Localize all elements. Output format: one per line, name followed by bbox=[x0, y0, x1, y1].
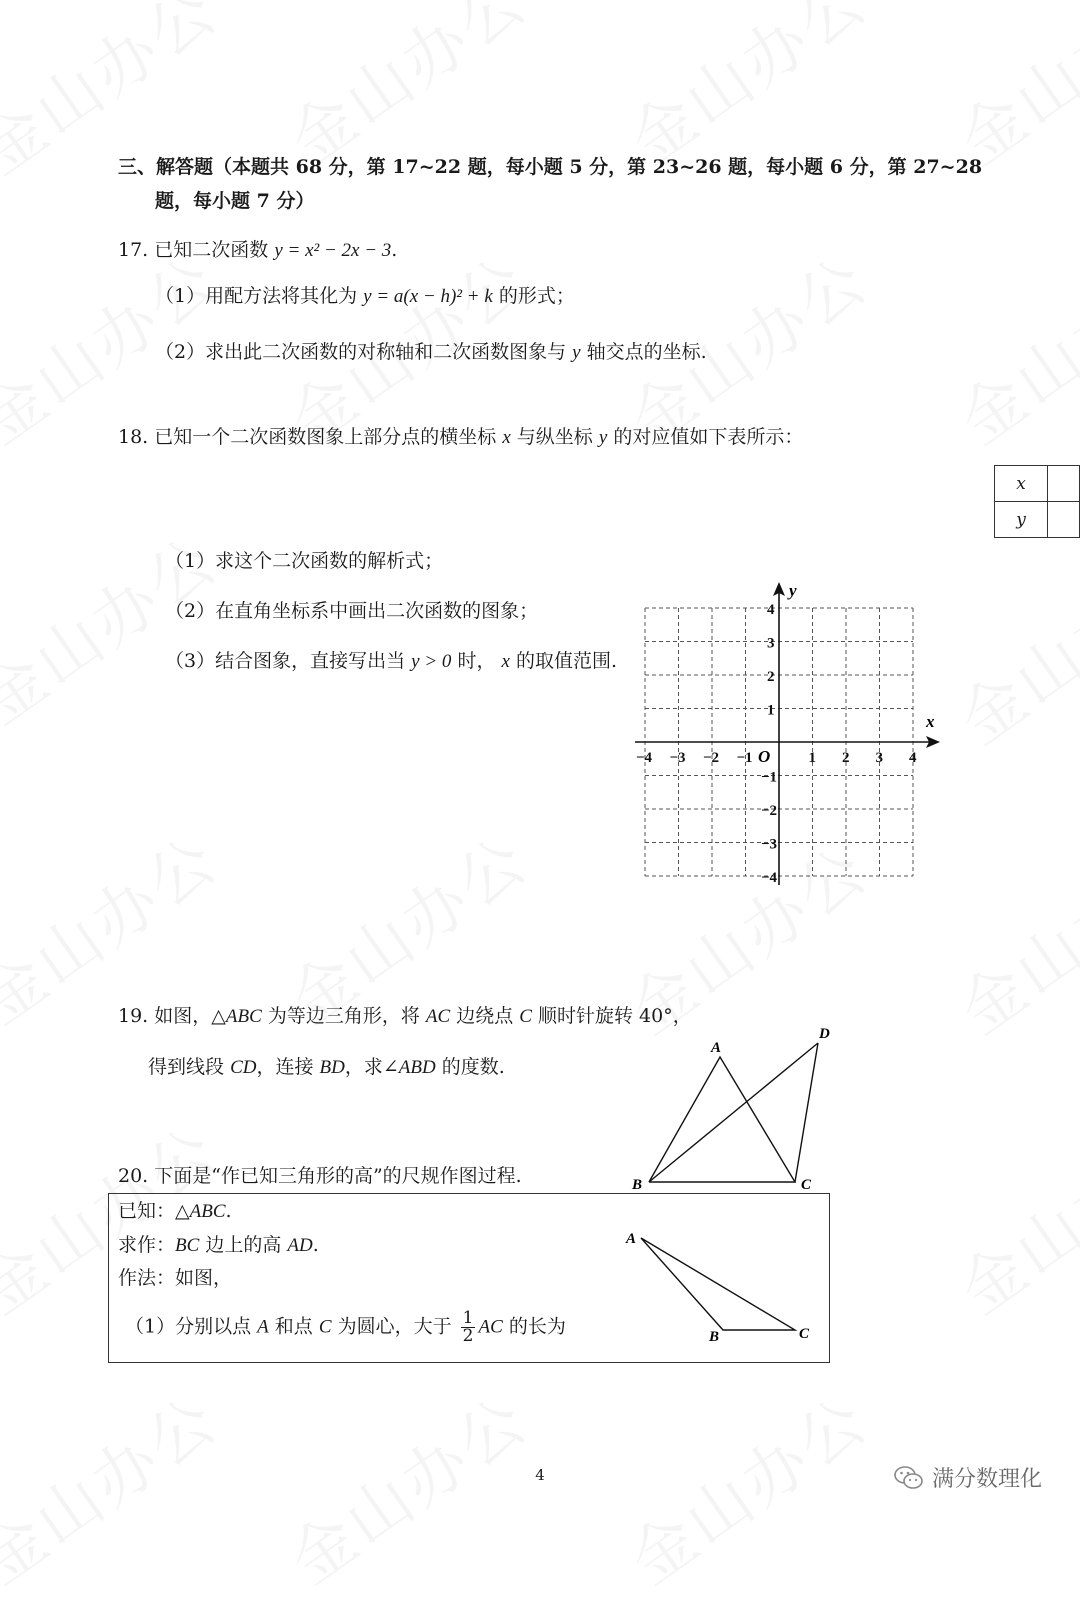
q18-part3-b: 时， bbox=[457, 650, 496, 672]
q17-part2 bbox=[155, 340, 707, 365]
q20-step1-AC: AC bbox=[478, 1316, 503, 1338]
q19-label-b: B bbox=[632, 1177, 643, 1193]
q19-label-d: D bbox=[819, 1026, 830, 1042]
q20-find-ad: AD bbox=[287, 1235, 313, 1256]
q18-part3-math: y > 0 bbox=[411, 651, 452, 672]
q19-text-a: 19. 如图，△ bbox=[118, 1005, 226, 1027]
q18-stem-a: 18. 已知一个二次函数图象上部分点的横坐标 bbox=[118, 426, 497, 448]
table-header-y: y bbox=[995, 502, 1048, 538]
q19-abd: ABD bbox=[398, 1057, 436, 1078]
y-tick-label: 1 bbox=[767, 702, 775, 719]
q18-stem-c: 的对应值如下表所示： bbox=[613, 426, 804, 448]
q19-line1 bbox=[118, 1004, 692, 1029]
q17-part1-math: y = a(x − h)² + k bbox=[363, 286, 493, 307]
q20-method: 作法：如图， bbox=[118, 1267, 233, 1289]
y-tick-label: −2 bbox=[761, 803, 778, 819]
q19-text-g: ，求∠ bbox=[344, 1056, 399, 1078]
q20-step1-C: C bbox=[318, 1316, 332, 1338]
x-tick-label: −4 bbox=[636, 750, 653, 766]
q18-part3-x: x bbox=[501, 651, 510, 672]
q20-known-abc: ABC bbox=[189, 1201, 226, 1222]
q18-part3 bbox=[165, 649, 617, 674]
q20-label-b: B bbox=[709, 1329, 720, 1345]
y-tick-label: −1 bbox=[761, 769, 778, 786]
watermark bbox=[268, 1370, 544, 1601]
q20-step1-b: 和点 bbox=[274, 1315, 313, 1338]
x-tick-label: 3 bbox=[875, 750, 883, 766]
q20-find-a: 求作： bbox=[118, 1234, 176, 1256]
fraction-one-half bbox=[461, 1310, 476, 1345]
q17-period: . bbox=[391, 239, 398, 261]
y-tick-label: 2 bbox=[767, 669, 775, 685]
q20-step1 bbox=[125, 1310, 566, 1345]
watermark bbox=[938, 820, 1080, 1051]
x-tick-label: 1 bbox=[808, 750, 816, 766]
q20-find bbox=[118, 1233, 319, 1258]
q19-figure bbox=[620, 1020, 840, 1195]
watermark bbox=[0, 1370, 234, 1601]
q19-text-h: 的度数. bbox=[441, 1056, 505, 1078]
y-tick-label: 4 bbox=[767, 602, 775, 618]
q20-stem: 20. 下面是“作已知三角形的高”的尺规作图过程. bbox=[118, 1165, 522, 1187]
watermark bbox=[938, 1100, 1080, 1331]
q18-part1: （1）求这个二次函数的解析式； bbox=[165, 550, 444, 572]
q19-cd: CD bbox=[230, 1057, 257, 1078]
q20-step1-c: 为圆心，大于 bbox=[337, 1315, 452, 1338]
q18-stem-y: y bbox=[598, 427, 608, 448]
q19-text-f: ，连接 bbox=[256, 1056, 314, 1078]
table-row bbox=[995, 466, 1080, 502]
q19-text-c: 边绕点 bbox=[456, 1005, 514, 1027]
q20-step1-A: A bbox=[257, 1316, 269, 1338]
watermark bbox=[938, 230, 1080, 461]
q18-stem-x: x bbox=[502, 427, 511, 448]
triangle-abc-obtuse bbox=[641, 1238, 795, 1330]
q19-line2 bbox=[148, 1055, 505, 1080]
section-header: 三、解答题（本题共 68 分，第 17~22 题，每小题 5 分，第 23~26 题，每小题 6 分，第 27~28 bbox=[118, 156, 983, 178]
q19-text-e: 得到线段 bbox=[148, 1056, 225, 1078]
segment-cd bbox=[795, 1043, 818, 1182]
q17-stem bbox=[118, 238, 397, 263]
wechat-name: 满分数理化 bbox=[931, 1467, 1042, 1492]
q19-label-c: C bbox=[801, 1177, 812, 1193]
q18-stem bbox=[118, 425, 803, 450]
x-tick-label: 2 bbox=[842, 750, 850, 766]
coordinate-grid bbox=[630, 578, 950, 888]
watermark bbox=[608, 1370, 884, 1601]
y-tick-label: −4 bbox=[761, 870, 778, 886]
y-tick-label: 3 bbox=[767, 635, 775, 652]
q17-function: y = x² − 2x − 3 bbox=[274, 240, 392, 261]
y-tick-labels bbox=[761, 602, 778, 886]
wechat-account[interactable] bbox=[894, 1462, 1042, 1493]
y-axis-label: y bbox=[789, 581, 797, 600]
q20-known-a: 已知：△ bbox=[118, 1200, 190, 1222]
q19-text-d: 顺时针旋转 40°， bbox=[538, 1005, 692, 1027]
x-tick-label: −1 bbox=[736, 750, 753, 766]
table-row bbox=[995, 502, 1080, 538]
q17-part1-text: （1）用配方法将其化为 bbox=[155, 285, 358, 307]
q18-part3-a: （3）结合图象，直接写出当 bbox=[165, 650, 406, 672]
watermark bbox=[938, 530, 1080, 761]
q18-part3-c: 的取值范围. bbox=[516, 650, 618, 672]
q17-part2-var: y bbox=[572, 342, 581, 363]
q19-ac: AC bbox=[425, 1006, 451, 1027]
q17-part1-suffix: 的形式； bbox=[498, 285, 575, 307]
q20-known-b: . bbox=[225, 1200, 232, 1222]
q20-label-c: C bbox=[799, 1326, 810, 1342]
x-tick-label: 4 bbox=[909, 750, 917, 766]
q19-c: C bbox=[519, 1006, 532, 1027]
q17-part1 bbox=[155, 284, 575, 309]
fraction-numerator: 1 bbox=[462, 1308, 474, 1328]
y-tick-label: −3 bbox=[761, 836, 778, 853]
q19-label-a: A bbox=[711, 1040, 722, 1056]
q20-step1-d: 的长为 bbox=[508, 1315, 566, 1338]
origin-label: O bbox=[758, 747, 771, 766]
x-tick-label: −3 bbox=[669, 750, 686, 766]
q20-figure bbox=[620, 1222, 820, 1347]
q20-label-a: A bbox=[626, 1231, 637, 1247]
q18-part2: （2）在直角坐标系中画出二次函数的图象； bbox=[165, 600, 539, 622]
segment-bd bbox=[649, 1043, 818, 1182]
q20-step1-a: （1）分别以点 bbox=[125, 1315, 252, 1338]
q19-text-b: 为等边三角形，将 bbox=[267, 1005, 420, 1027]
q17-part2-text: （2）求出此二次函数的对称轴和二次函数图象与 bbox=[155, 341, 567, 363]
x-tick-labels bbox=[636, 750, 917, 766]
table-cell bbox=[1048, 466, 1080, 502]
table-cell bbox=[1048, 502, 1080, 538]
table-header-x: x bbox=[995, 466, 1048, 502]
fraction-denominator: 2 bbox=[462, 1326, 474, 1346]
page-number: 4 bbox=[535, 1466, 545, 1484]
wechat-icon bbox=[894, 1465, 924, 1491]
watermark bbox=[0, 510, 234, 741]
q19-abc: ABC bbox=[225, 1006, 262, 1027]
x-tick-label: −2 bbox=[703, 750, 720, 766]
q17-stem-text: 17. 已知二次函数 bbox=[118, 239, 269, 261]
q17-part2-suffix: 轴交点的坐标. bbox=[586, 341, 707, 363]
q20-find-c: . bbox=[312, 1234, 319, 1256]
q19-bd: BD bbox=[319, 1057, 345, 1078]
q18-value-table bbox=[994, 465, 1080, 538]
x-axis-label: x bbox=[926, 712, 935, 731]
q20-known bbox=[118, 1199, 232, 1224]
q20-find-bc: BC bbox=[175, 1235, 200, 1256]
q20-find-b: 边上的高 bbox=[205, 1234, 282, 1256]
section-header-cont: 题，每小题 7 分） bbox=[155, 190, 315, 212]
q18-stem-b: 与纵坐标 bbox=[516, 426, 593, 448]
